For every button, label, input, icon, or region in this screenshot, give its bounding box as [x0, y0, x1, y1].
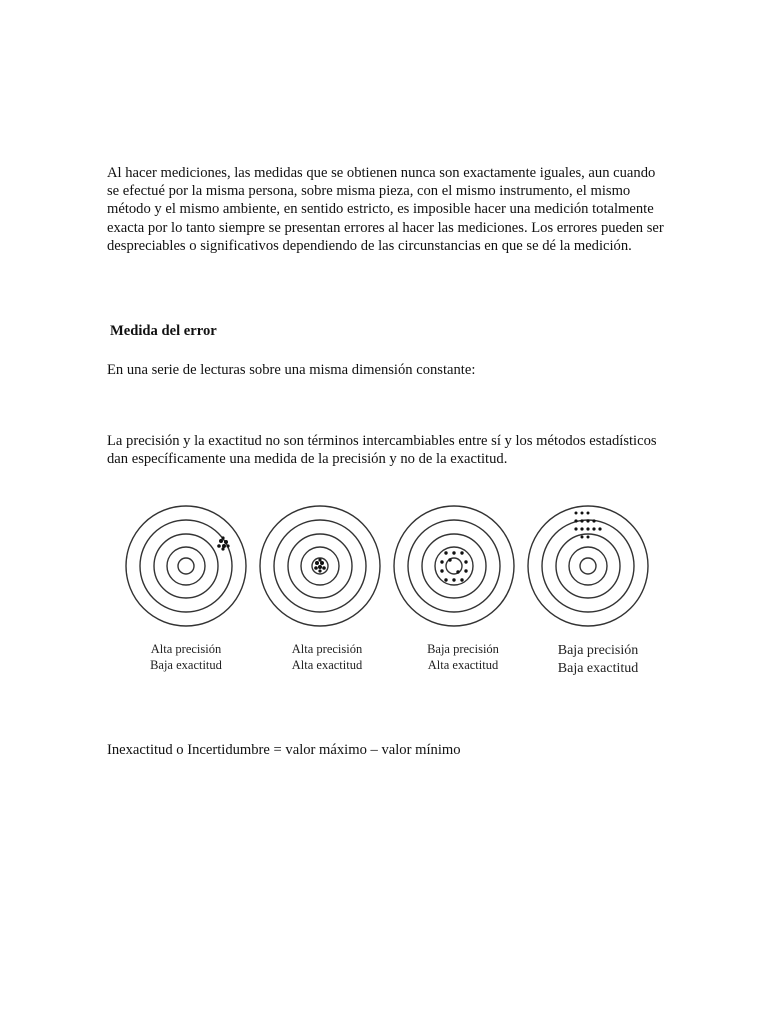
target-2-hits	[314, 558, 326, 572]
section-heading: Medida del error	[110, 323, 217, 339]
precision-paragraph: La precisión y la exactitud no son términos intercambiables entre sí y los métodos estadísticos dan específicamente una medida de la precisión y no de la exactitud.	[107, 433, 657, 468]
precision-accuracy-figure	[120, 500, 660, 685]
target-1-caption	[121, 642, 251, 673]
target-4-caption-line2: Baja exactitud	[557, 661, 639, 676]
target-4-caption	[533, 642, 663, 678]
target-2-caption-line1: Alta precisión	[291, 642, 363, 656]
target-4-caption-line1: Baja precisión	[557, 643, 639, 658]
target-3-hits	[440, 551, 467, 581]
series-paragraph: En una serie de lecturas sobre una misma dimensión constante:	[107, 362, 476, 378]
target-1-caption-line2: Baja exactitud	[150, 657, 222, 672]
target-3-caption-line1: Baja precisión	[427, 642, 499, 656]
target-2-caption-line2: Alta exactitud	[291, 657, 363, 672]
target-4	[528, 506, 648, 626]
intro-paragraph: Al hacer mediciones, las medidas que se obtienen nunca son exactamente iguales, aun cuando se efectué por la misma persona, sobre misma pieza, con el mismo instrumento, el mismo método y el mismo ambiente, en sentido estricto, es imposible hacer una medición totalmente exacta por lo tanto siempre se presentan errores al hacer las mediciones. Los errores pueden ser despreciables o significativos dependiendo de las circunstancias en que se dé la medición.	[107, 165, 664, 254]
target-1-caption-line1: Alta precisión	[150, 642, 222, 656]
targets-illustration	[120, 500, 660, 630]
target-1	[126, 506, 246, 626]
target-1-hits	[217, 536, 229, 550]
target-3-caption-line2: Alta exactitud	[427, 657, 499, 672]
formula-paragraph: Inexactitud o Incertidumbre = valor máximo – valor mínimo	[107, 742, 461, 758]
target-3	[394, 506, 514, 626]
target-3-caption	[398, 642, 528, 673]
target-2-caption	[262, 642, 392, 673]
